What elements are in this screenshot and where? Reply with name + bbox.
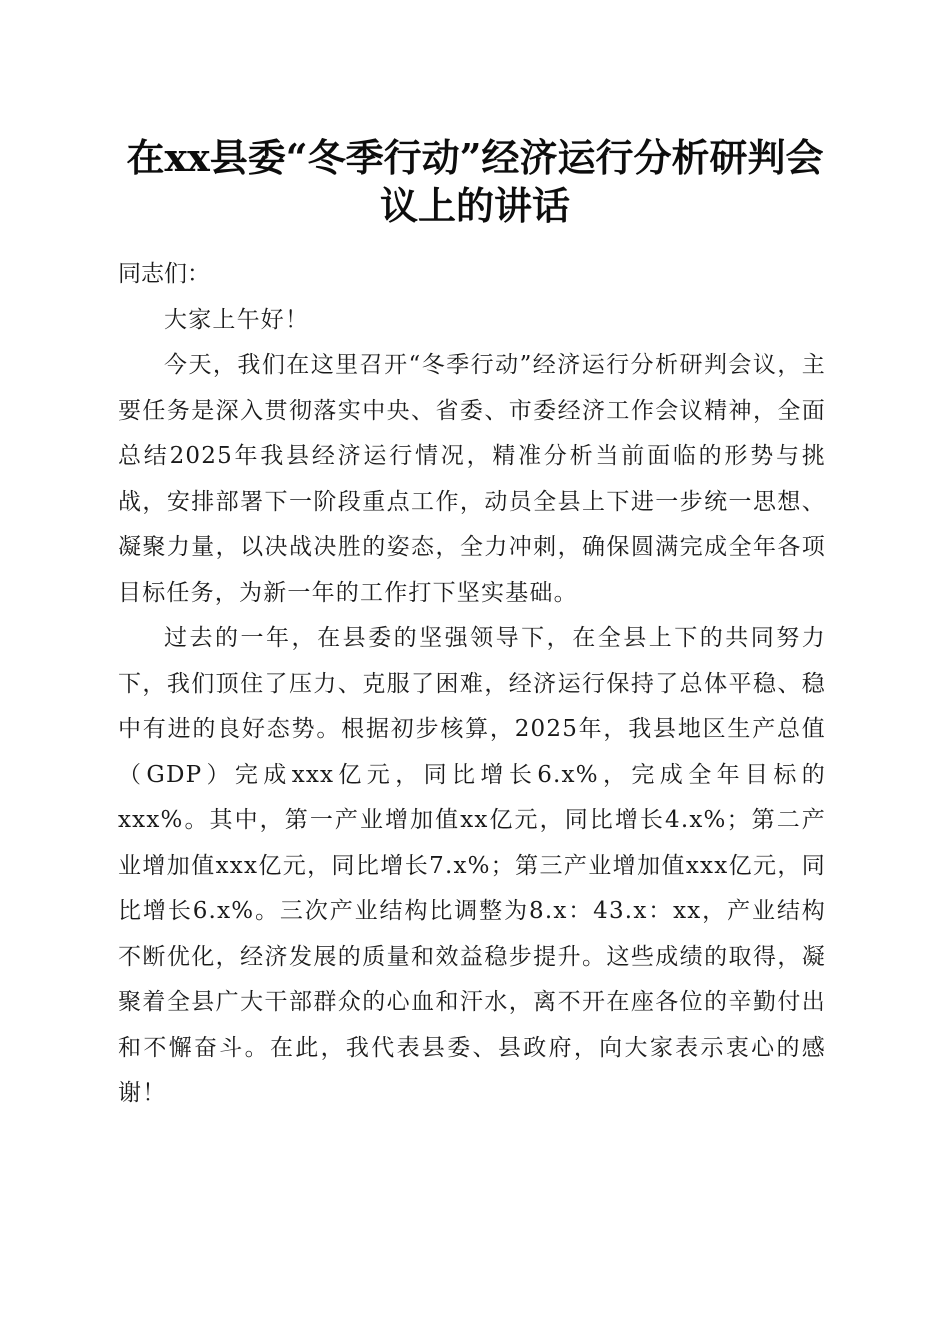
paragraph-purpose: 今天，我们在这里召开“冬季行动”经济运行分析研判会议，主要任务是深入贯彻落实中央、省委、市委经济工作会议精神，全面总结2025年我县经济运行情况，精准分析当前面临的形势与挑战，安排部署下一阶段重点工作，动员全县上下进一步统一思想、凝聚力量，以决战决胜的姿态，全力冲刺，确保圆满完成全年各项目标任务，为新一年的工作打下坚实基础。 [118,352,826,606]
speech-body [118,252,826,1117]
document-title: 在xx县委“冬季行动”经济运行分析研判会议上的讲话 [126,135,824,228]
paragraph-greeting: 大家上午好！ [164,306,310,333]
paragraph-review: 过去的一年，在县委的坚强领导下，在全县上下的共同努力下，我们顶住了压力、克服了困难，经济运行保持了总体平稳、稳中有进的良好态势。根据初步核算，2025年，我县地区生产总值（GDP）完成xxx亿元，同比增长6.x%，完成全年目标的xxx%。其中，第一产业增加值xx亿元，同比增长4.x%；第二产业增加值xxx亿元，同比增长7.x%；第三产业增加值xxx亿元，同比增长6.x%。三次产业结构比调整为8.x：43.x：xx，产业结构不断优化，经济发展的质量和效益稳步提升。这些成绩的取得，凝聚着全县广大干部群众的心血和汗水，离不开在座各位的辛勤付出和不懈奋斗。在此，我代表县委、县政府，向大家表示衷心的感谢！ [118,625,826,1106]
salutation: 同志们： [118,261,210,287]
